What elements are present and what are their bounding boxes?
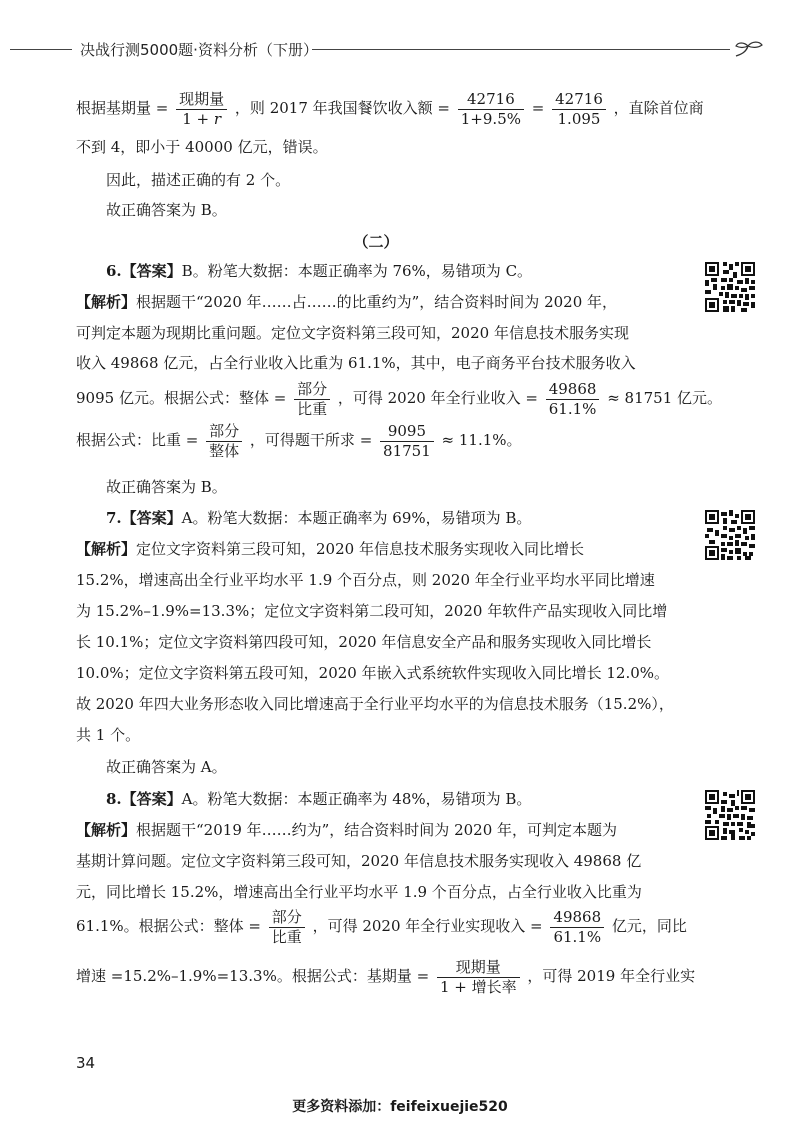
fraction-numerator: 49868 <box>546 380 600 400</box>
paragraph-line: 为 15.2%–1.9%=13.3%；定位文字资料第二段可知，2020 年软件产品实现收入同比增 <box>76 602 668 620</box>
paragraph-line: 长 10.1%；定位文字资料第四段可知，2020 年信息安全产品和服务实现收入同比增长 <box>76 633 652 651</box>
fraction-denominator: 整体 <box>209 441 240 460</box>
text: 1 + <box>182 109 214 128</box>
answer-label: 6.【答案】 <box>106 262 182 280</box>
fraction-numerator: 现期量 <box>176 90 227 110</box>
paragraph-line: 基期计算问题。定位文字资料第三段可知，2020 年信息技术服务实现收入 49868 亿 <box>76 852 642 870</box>
fraction-numerator: 部分 <box>206 422 242 442</box>
paragraph-line: 故 2020 年四大业务形态收入同比增速高于全行业平均水平的为信息技术服务（15.2%）， <box>76 695 674 713</box>
q6-explanation-l1 <box>76 291 617 313</box>
answer-text: A。粉笔大数据：本题正确率为 69%，易错项为 B。 <box>181 509 532 527</box>
paragraph-line: 15.2%，增速高出全行业平均水平 1.9 个百分点，则 2020 年全行业平均水平同比增速 <box>76 571 655 589</box>
fraction <box>437 958 520 997</box>
text: 61.1%。根据公式：整体 = <box>76 917 261 935</box>
paragraph-line: 收入 49868 亿元，占全行业收入比重为 61.1%，其中，电子商务平台技术服务收入 <box>76 354 636 372</box>
q8-explanation-l1 <box>76 819 617 841</box>
text: ≈ 81751 亿元。 <box>607 389 723 407</box>
text: 根据基期量 = <box>76 99 169 117</box>
text: ，可得 2019 年全行业实 <box>527 967 696 985</box>
text: 亿元，同比 <box>611 917 687 935</box>
text: ，直除首位商 <box>613 99 704 117</box>
q7-answer <box>76 507 531 529</box>
fraction <box>550 908 604 947</box>
fraction <box>294 380 330 419</box>
header-rule-left <box>10 49 72 50</box>
fraction-denominator: 61.1% <box>548 399 597 418</box>
fraction-denominator: 1 + 增长率 <box>439 977 517 996</box>
formula-line-base-period <box>76 954 695 998</box>
text: 根据题干“2019 年……约为”，结合资料时间为 2020 年，可判定本题为 <box>136 821 618 839</box>
fraction-numerator: 42716 <box>458 90 524 110</box>
fraction-numerator: 现期量 <box>437 958 520 978</box>
fraction-numerator: 9095 <box>380 422 434 442</box>
paragraph-line: 10.0%；定位文字资料第五段可知，2020 年嵌入式系统软件实现收入同比增长 12.0%。 <box>76 664 670 682</box>
paragraph-line: 因此，描述正确的有 2 个。 <box>106 171 291 189</box>
conclusion-line: 故正确答案为 A。 <box>106 758 227 776</box>
text: ，则 2017 年我国餐饮收入额 = <box>234 99 450 117</box>
answer-text: B。粉笔大数据：本题正确率为 76%，易错项为 C。 <box>181 262 533 280</box>
fraction-numerator: 部分 <box>294 380 330 400</box>
fraction-numerator: 49868 <box>550 908 604 928</box>
fraction-numerator: 部分 <box>269 908 305 928</box>
qr-code-icon[interactable] <box>705 790 755 840</box>
page-number: 34 <box>76 1054 96 1072</box>
footer-promo-text: 更多资料添加：feifeixuejie520 <box>292 1099 508 1115</box>
answer-label: 8.【答案】 <box>106 790 182 808</box>
fraction <box>380 422 434 461</box>
text: 根据题干“2020 年……占……的比重约为”，结合资料时间为 2020 年， <box>136 293 618 311</box>
fraction <box>176 90 227 129</box>
explanation-label: 【解析】 <box>76 540 137 558</box>
q7-explanation-l1 <box>76 538 584 560</box>
variable-r: r <box>213 109 222 128</box>
fraction-denominator: 比重 <box>271 927 302 946</box>
header-title: 决战行测5000题·资料分析（下册） <box>80 41 318 59</box>
text: 根据公式：比重 = <box>76 431 199 449</box>
text: ≈ 11.1%。 <box>441 431 522 449</box>
explanation-label: 【解析】 <box>76 821 137 839</box>
q6-answer <box>76 260 532 282</box>
section-title: （二） <box>353 233 399 251</box>
text: 定位文字资料第三段可知，2020 年信息技术服务实现收入同比增长 <box>136 540 584 558</box>
fraction <box>206 422 242 461</box>
explanation-label: 【解析】 <box>76 293 137 311</box>
qr-code-icon[interactable] <box>705 510 755 560</box>
fraction-denominator: 61.1% <box>553 927 602 946</box>
fraction <box>458 90 524 129</box>
running-header <box>0 38 800 62</box>
fraction-numerator: 42716 <box>552 90 606 110</box>
sprout-icon <box>732 38 766 62</box>
paragraph-line: 共 1 个。 <box>76 726 141 744</box>
text: ，可得 2020 年全行业收入 = <box>337 389 538 407</box>
fraction-denominator: 比重 <box>297 399 328 418</box>
formula-line-whole <box>76 376 722 420</box>
formula-line-whole <box>76 904 687 948</box>
paragraph-line: 可判定本题为现期比重问题。定位文字资料第三段可知，2020 年信息技术服务实现 <box>76 324 629 342</box>
answer-text: A。粉笔大数据：本题正确率为 48%，易错项为 B。 <box>181 790 532 808</box>
q8-answer <box>76 788 531 810</box>
fraction-denominator: 81751 <box>383 441 431 460</box>
equals-sign: = <box>531 99 545 117</box>
formula-line-ratio <box>76 418 522 462</box>
formula-line-base <box>76 86 726 130</box>
text: 增速 =15.2%–1.9%=13.3%。根据公式：基期量 = <box>76 967 430 985</box>
fraction <box>546 380 600 419</box>
header-rule-right <box>312 49 730 50</box>
fraction <box>269 908 305 947</box>
text: ，可得题干所求 = <box>249 431 373 449</box>
conclusion-line: 故正确答案为 B。 <box>106 478 227 496</box>
fraction-denominator: 1+9.5% <box>460 109 521 128</box>
qr-code-icon[interactable] <box>705 262 755 312</box>
text: 9095 亿元。根据公式：整体 = <box>76 389 287 407</box>
paragraph-line: 不到 4，即小于 40000 亿元，错误。 <box>76 138 328 156</box>
paragraph-line: 元，同比增长 15.2%，增速高出全行业平均水平 1.9 个百分点，占全行业收入比重为 <box>76 883 642 901</box>
conclusion-line: 故正确答案为 B。 <box>106 201 227 219</box>
fraction-denominator <box>176 110 227 129</box>
text: ，可得 2020 年全行业实现收入 = <box>312 917 543 935</box>
answer-label: 7.【答案】 <box>106 509 182 527</box>
fraction <box>552 90 606 129</box>
fraction-denominator: 1.095 <box>557 109 601 128</box>
